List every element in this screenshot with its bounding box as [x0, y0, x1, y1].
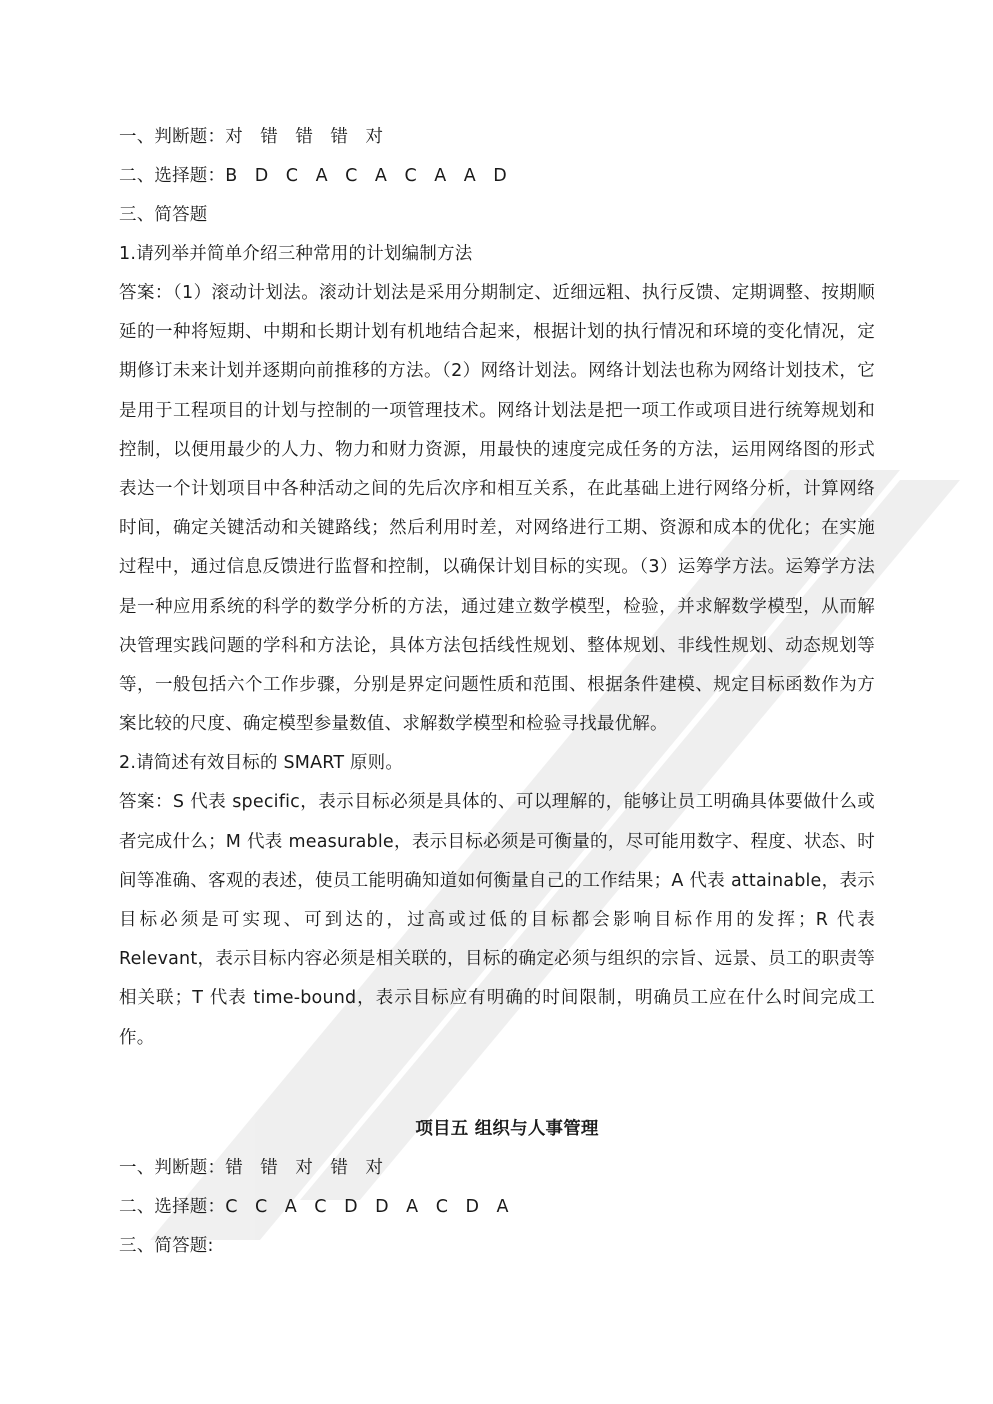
p4-judgement-label: 一、判断题：: [119, 127, 226, 147]
p4-choice-answers: B D C A C A C A A D: [225, 166, 513, 186]
p4-choice-line: [119, 157, 875, 196]
p5-judgement-label: 一、判断题：: [119, 1157, 226, 1178]
p4-judgement-line: [119, 118, 875, 157]
p4-choice-label: 二、选择题：: [119, 166, 226, 186]
p4-q2-question: 2.请简述有效目标的 SMART 原则。: [119, 753, 404, 774]
p5-short-answer-heading: 三、简答题:: [119, 1235, 214, 1256]
p4-short-answer-heading: 三、简答题: [119, 205, 208, 225]
p4-judgement-answers: 对 错 错 错 对: [225, 127, 389, 147]
p5-title: 项目五 组织与人事管理: [415, 1118, 599, 1139]
p5-choice-label: 二、选择题：: [119, 1196, 226, 1217]
p4-q1-question: 1.请列举并简单介绍三种常用的计划编制方法: [119, 244, 473, 264]
p5-choice-line: [119, 1188, 875, 1227]
p5-judgement-answers: 错 错 对 错 对: [225, 1157, 389, 1178]
p4-q2-answer: 答案：S 代表 specific，表示目标必须是具体的、可以理解的，能够让员工明确具体要做什么或者完成什么；M 代表 measurable，表示目标必须是可衡量的，尽可能用数字、程度、状态、时间等准确、客观的表述，使员工能明确知道如何衡量自己的工作结果；A 代表 attainable，表示目标必须是可实现、可到达的，过高或过低的目标都会影响目标作用的发挥；R 代表 Relevant，表示目标内容必须是相关联的，目标的确定必须与组织的宗旨、远景、员工的职责等相关联；T 代表 time-bound，表示目标应有明确的时间限制，明确员工应在什么时间完成工作。: [119, 792, 875, 1048]
p4-q1-answer: 答案：（1）滚动计划法。滚动计划法是采用分期制定、近细远粗、执行反馈、定期调整、按期顺延的一种将短期、中期和长期计划有机地结合起来，根据计划的执行情况和环境的变化情况，定期修订未来计划并逐期向前推移的方法。（2）网络计划法。网络计划法也称为网络计划技术，它是用于工程项目的计划与控制的一项管理技术。网络计划法是把一项工作或项目进行统筹规划和控制，以便用最少的人力、物力和财力资源，用最快的速度完成任务的方法，运用网络图的形式表达一个计划项目中各种活动之间的先后次序和相互关系，在此基础上进行网络分析，计算网络时间，确定关键活动和关键路线；然后利用时差，对网络进行工期、资源和成本的优化；在实施过程中，通过信息反馈进行监督和控制，以确保计划目标的实现。（3）运筹学方法。运筹学方法是一种应用系统的科学的数学分析的方法，通过建立数学模型，检验，并求解数学模型，从而解决管理实践问题的学科和方法论，具体方法包括线性规划、整体规划、非线性规划、动态规划等等，一般包括六个工作步骤，分别是界定问题性质和范围、根据条件建模、规定目标函数作为方案比较的尺度、确定模型参量数值、求解数学模型和检验寻找最优解。: [119, 283, 875, 735]
p5-choice-answers: C C A C D D A C D A: [225, 1196, 515, 1217]
p5-judgement-line: [119, 1149, 875, 1188]
document-body: [119, 118, 875, 1266]
